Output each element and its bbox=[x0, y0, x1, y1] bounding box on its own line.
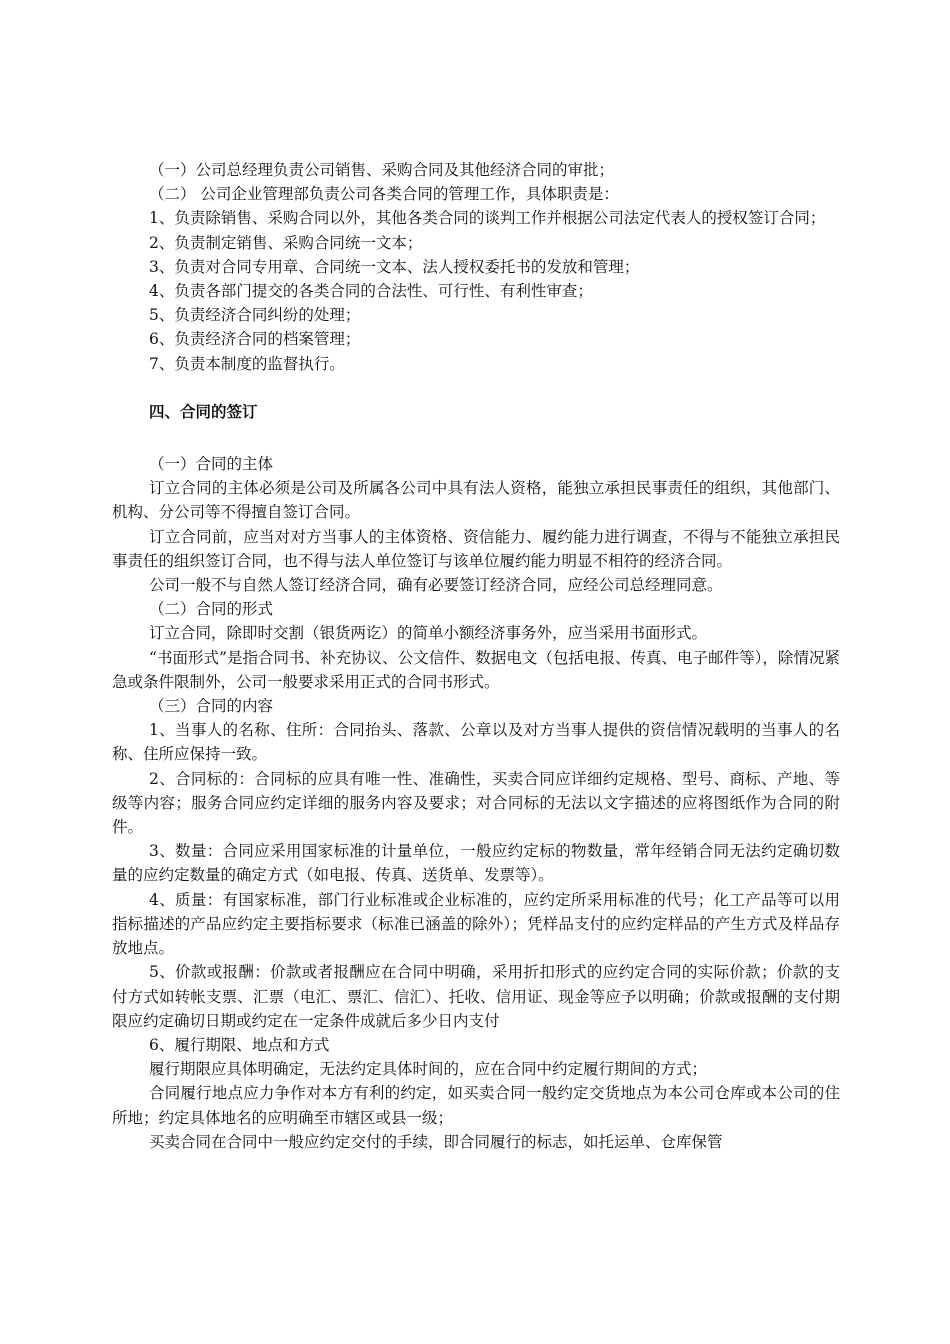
document-body bbox=[112, 158, 840, 1154]
management-clause: （二） 公司企业管理部负责公司各类合同的管理工作，具体职责是： bbox=[149, 185, 619, 204]
content-item: 2、合同标的：合同标的应具有唯一性、准确性，买卖合同应详细约定规格、型号、商标、产地、等级等内容；服务合同应约定详细的服务内容及要求；对合同标的无法以文字描述的应将图纸作为合同的附件。 bbox=[112, 769, 840, 837]
content-item: 3、数量：合同应采用国家标准的计量单位，一般应约定标的物数量，常年经销合同无法约定确切数量的应约定数量的确定方式（如电报、传真、送货单、发票等）。 bbox=[112, 842, 840, 885]
duty-item: 6、负责经济合同的档案管理； bbox=[149, 330, 361, 349]
duty-item: 2、负责制定销售、采购合同统一文本； bbox=[149, 233, 423, 252]
duty-item: 4、负责各部门提交的各类合同的合法性、可行性、有利性审查； bbox=[149, 282, 593, 301]
subsection-title-subject: （一）合同的主体 bbox=[149, 455, 274, 474]
duty-item: 5、负责经济合同纠纷的处理； bbox=[149, 306, 361, 325]
paragraph: “书面形式”是指合同书、补充协议、公文信件、数据电文（包括电报、传真、电子邮件等），除情况紧急或条件限制外，公司一般要求采用正式的合同书形式。 bbox=[112, 648, 840, 691]
subsection-title-content: （三）合同的内容 bbox=[149, 697, 274, 716]
duty-item: 3、负责对合同专用章、合同统一文本、法人授权委托书的发放和管理； bbox=[149, 257, 640, 276]
paragraph: 公司一般不与自然人签订经济合同，确有必要签订经济合同，应经公司总经理同意。 bbox=[149, 576, 723, 595]
subsection-title-form: （二）合同的形式 bbox=[149, 600, 274, 619]
content-item: 5、价款或报酬：价款或者报酬应在合同中明确，采用折扣形式的应约定合同的实际价款；价款的支付方式如转帐支票、汇票（电汇、票汇、信汇）、托收、信用证、现金等应予以明确；价款或报酬的支付期限应约定确切日期或约定在一定条件成就后多少日内支付 bbox=[112, 963, 840, 1030]
content-item: 1、当事人的名称、住所：合同抬头、落款、公章以及对方当事人提供的资信情况载明的当事人的名称、住所应保持一致。 bbox=[112, 721, 840, 764]
duty-item: 7、负责本制度的监督执行。 bbox=[149, 354, 345, 373]
duty-item: 1、负责除销售、采购合同以外，其他各类合同的谈判工作并根据公司法定代表人的授权签订合同； bbox=[149, 209, 826, 228]
paragraph: 买卖合同在合同中一般应约定交付的手续，即合同履行的标志，如托运单、仓库保管 bbox=[149, 1132, 723, 1151]
paragraph: 订立合同前，应当对对方当事人的主体资格、资信能力、履约能力进行调查，不得与不能独立承担民事责任的组织签订合同，也不得与法人单位签订与该单位履约能力明显不相符的经济合同。 bbox=[112, 527, 840, 570]
content-item: 4、质量：有国家标准，部门行业标准或企业标准的，应约定所采用标准的代号；化工产品等可以用指标描述的产品应约定主要指标要求（标准已涵盖的除外）；凭样品支付的应约定样品的产生方式及样品存放地点。 bbox=[112, 890, 840, 958]
approval-clause: （一）公司总经理负责公司销售、采购合同及其他经济合同的审批； bbox=[149, 161, 615, 179]
paragraph: 合同履行地点应力争作对本方有利的约定，如买卖合同一般约定交货地点为本公司仓库或本公司的住所地；约定具体地名的应明确至市辖区或县一级； bbox=[112, 1084, 840, 1127]
content-item: 6、履行期限、地点和方式 bbox=[149, 1035, 330, 1054]
paragraph: 订立合同，除即时交割（银货两讫）的简单小额经济事务外，应当采用书面形式。 bbox=[149, 624, 708, 643]
paragraph: 订立合同的主体必须是公司及所属各公司中具有法人资格，能独立承担民事责任的组织，其他部门、机构、分公司等不得擅自签订合同。 bbox=[112, 479, 840, 522]
paragraph: 履行期限应具体明确定，无法约定具体时间的，应在合同中约定履行期间的方式； bbox=[149, 1060, 708, 1079]
section-heading: 四、合同的签订 bbox=[149, 402, 258, 421]
